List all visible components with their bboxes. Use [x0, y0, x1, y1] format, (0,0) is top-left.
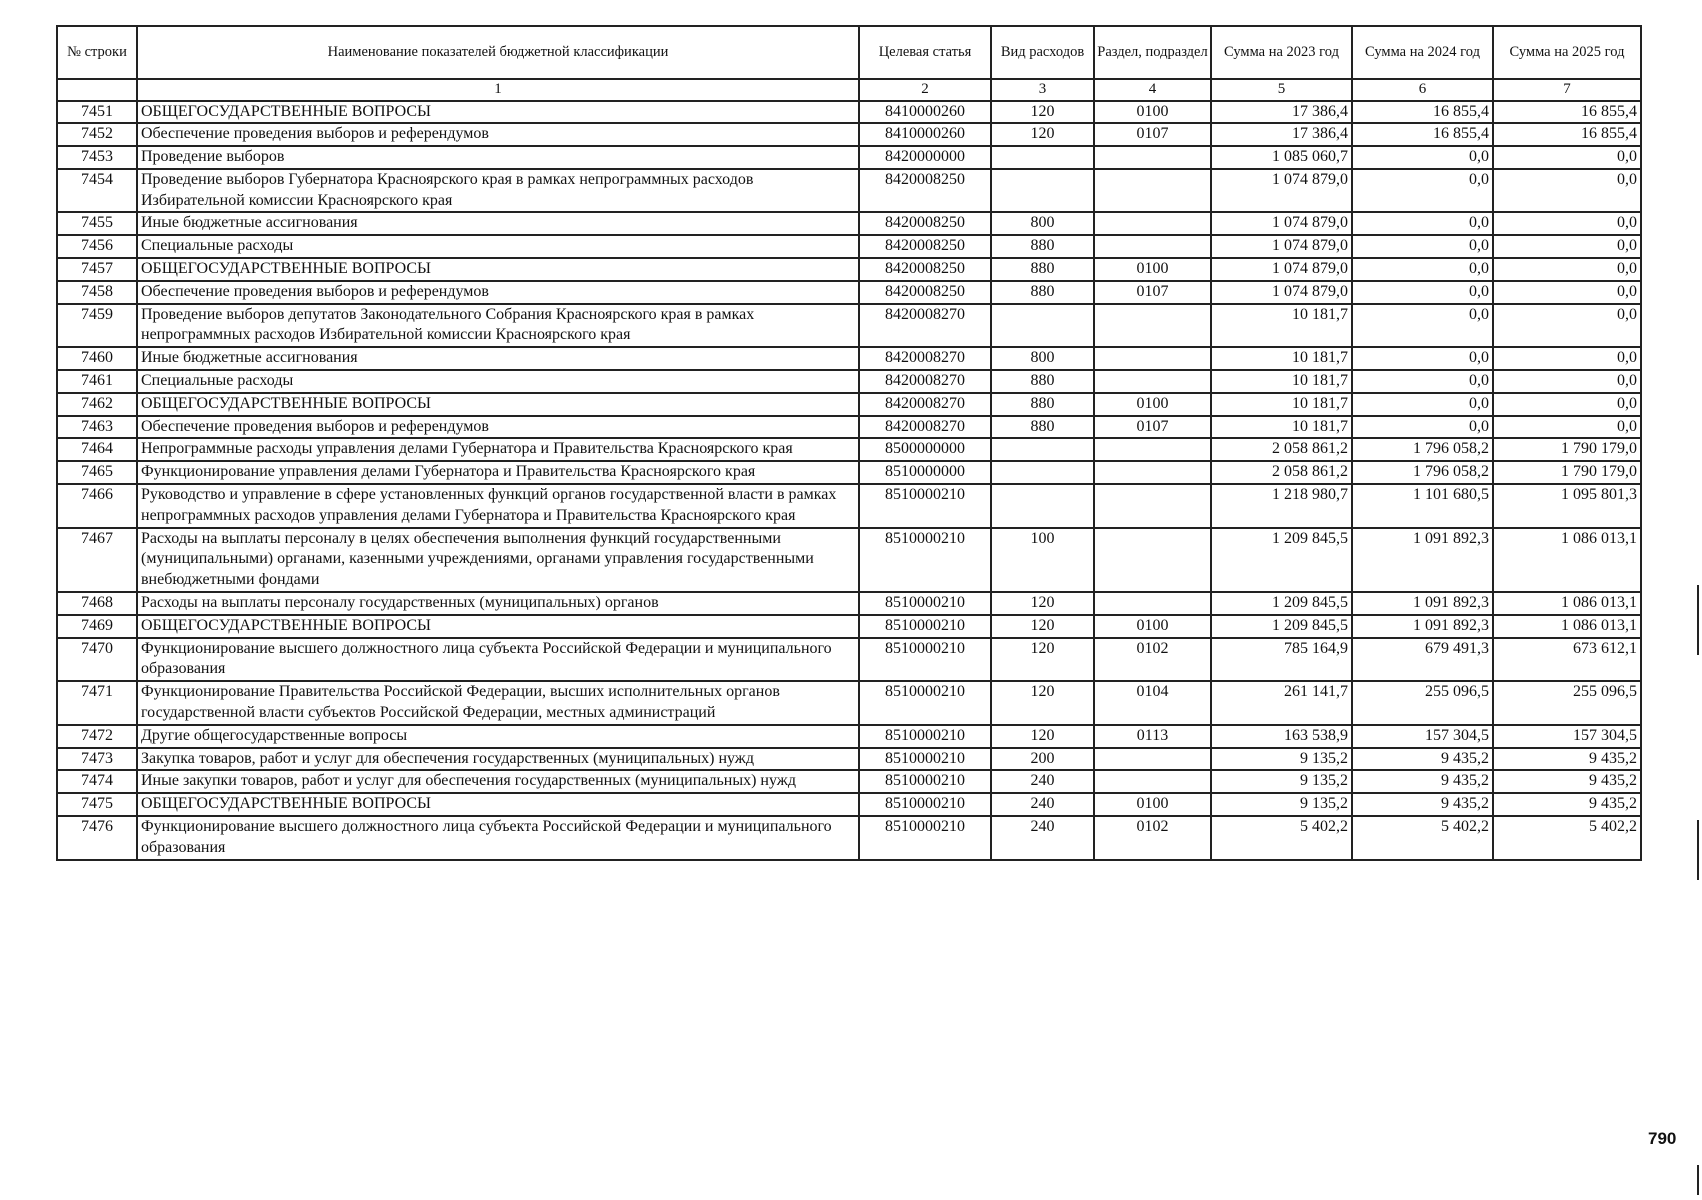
table-row	[57, 615, 1641, 638]
row-number-cell: 7464	[57, 438, 137, 461]
name-cell: ОБЩЕГОСУДАРСТВЕННЫЕ ВОПРОСЫ	[137, 101, 859, 124]
name-cell: Проведение выборов	[137, 146, 859, 169]
expense-type-cell: 120	[991, 725, 1094, 748]
table-row	[57, 212, 1641, 235]
sum-2025-cell: 0,0	[1493, 304, 1641, 348]
sum-2023-cell: 10 181,7	[1211, 416, 1352, 439]
name-cell: Иные бюджетные ассигнования	[137, 212, 859, 235]
table-row	[57, 484, 1641, 528]
expense-type-cell: 240	[991, 770, 1094, 793]
sum-2023-cell: 2 058 861,2	[1211, 438, 1352, 461]
name-cell: Обеспечение проведения выборов и референдумов	[137, 123, 859, 146]
sum-2025-cell: 0,0	[1493, 281, 1641, 304]
expense-type-cell	[991, 304, 1094, 348]
sum-2023-cell: 1 209 845,5	[1211, 592, 1352, 615]
sum-2024-cell: 0,0	[1352, 416, 1493, 439]
scan-edge-mark	[1697, 585, 1699, 655]
section-cell: 0100	[1094, 101, 1211, 124]
expense-type-cell	[991, 146, 1094, 169]
sum-2023-cell: 1 209 845,5	[1211, 615, 1352, 638]
sum-2024-cell: 679 491,3	[1352, 638, 1493, 682]
sum-2025-cell: 0,0	[1493, 169, 1641, 213]
name-cell: Руководство и управление в сфере установленных функций органов государственной власти в рамках непрограммных расходов управления делами Губернатора и Правительства Красноярского края	[137, 484, 859, 528]
expense-type-cell: 120	[991, 101, 1094, 124]
row-number-cell: 7476	[57, 816, 137, 860]
sum-2025-cell: 1 095 801,3	[1493, 484, 1641, 528]
section-cell	[1094, 370, 1211, 393]
name-cell: Иные закупки товаров, работ и услуг для обеспечения государственных (муниципальных) нужд	[137, 770, 859, 793]
column-numbers-row	[57, 79, 1641, 101]
table-row	[57, 748, 1641, 771]
sum-2024-cell: 16 855,4	[1352, 101, 1493, 124]
sum-2025-cell: 673 612,1	[1493, 638, 1641, 682]
sum-2024-cell: 1 091 892,3	[1352, 615, 1493, 638]
sum-2025-cell: 1 790 179,0	[1493, 461, 1641, 484]
target-article-cell: 8510000210	[859, 816, 991, 860]
table-row	[57, 101, 1641, 124]
sum-2025-cell: 9 435,2	[1493, 770, 1641, 793]
row-number-cell: 7451	[57, 101, 137, 124]
row-number-cell: 7470	[57, 638, 137, 682]
expense-type-cell: 120	[991, 615, 1094, 638]
row-number-cell: 7471	[57, 681, 137, 725]
target-article-cell: 8420008270	[859, 304, 991, 348]
sum-2025-cell: 1 086 013,1	[1493, 592, 1641, 615]
sum-2024-cell: 0,0	[1352, 169, 1493, 213]
expense-type-cell	[991, 461, 1094, 484]
table-body	[57, 101, 1641, 860]
expense-type-cell: 880	[991, 393, 1094, 416]
section-cell	[1094, 212, 1211, 235]
scan-edge-mark	[1697, 1165, 1699, 1195]
name-cell: Функционирование Правительства Российской Федерации, высших исполнительных органов государственной власти субъектов Российской Федерации, местных администраций	[137, 681, 859, 725]
sum-2024-cell: 0,0	[1352, 393, 1493, 416]
expense-type-cell: 880	[991, 416, 1094, 439]
name-cell: Другие общегосударственные вопросы	[137, 725, 859, 748]
row-number-cell: 7458	[57, 281, 137, 304]
section-cell: 0100	[1094, 793, 1211, 816]
sum-2023-cell: 10 181,7	[1211, 370, 1352, 393]
header-sum-2023: Сумма на 2023 год	[1211, 26, 1352, 79]
column-number: 6	[1352, 79, 1493, 101]
target-article-cell: 8510000210	[859, 681, 991, 725]
expense-type-cell: 240	[991, 793, 1094, 816]
sum-2023-cell: 1 074 879,0	[1211, 235, 1352, 258]
table-row	[57, 725, 1641, 748]
sum-2025-cell: 0,0	[1493, 146, 1641, 169]
table-row	[57, 393, 1641, 416]
table-row	[57, 592, 1641, 615]
sum-2023-cell: 261 141,7	[1211, 681, 1352, 725]
target-article-cell: 8510000210	[859, 638, 991, 682]
name-cell: Специальные расходы	[137, 235, 859, 258]
sum-2023-cell: 1 074 879,0	[1211, 281, 1352, 304]
name-cell: Закупка товаров, работ и услуг для обеспечения государственных (муниципальных) нужд	[137, 748, 859, 771]
sum-2024-cell: 16 855,4	[1352, 123, 1493, 146]
column-number: 3	[991, 79, 1094, 101]
sum-2023-cell: 1 074 879,0	[1211, 212, 1352, 235]
table-row	[57, 235, 1641, 258]
table-row	[57, 281, 1641, 304]
section-cell	[1094, 484, 1211, 528]
name-cell: Обеспечение проведения выборов и референдумов	[137, 281, 859, 304]
name-cell: Функционирование высшего должностного лица субъекта Российской Федерации и муниципального образования	[137, 816, 859, 860]
table-row	[57, 370, 1641, 393]
target-article-cell: 8420008250	[859, 281, 991, 304]
section-cell	[1094, 169, 1211, 213]
column-number	[57, 79, 137, 101]
target-article-cell: 8420008270	[859, 416, 991, 439]
sum-2025-cell: 255 096,5	[1493, 681, 1641, 725]
sum-2024-cell: 0,0	[1352, 304, 1493, 348]
column-number: 4	[1094, 79, 1211, 101]
table-row	[57, 304, 1641, 348]
row-number-cell: 7461	[57, 370, 137, 393]
sum-2024-cell: 0,0	[1352, 347, 1493, 370]
section-cell: 0107	[1094, 281, 1211, 304]
target-article-cell: 8500000000	[859, 438, 991, 461]
target-article-cell: 8510000210	[859, 592, 991, 615]
expense-type-cell	[991, 169, 1094, 213]
sum-2025-cell: 0,0	[1493, 235, 1641, 258]
header-row-number: № строки	[57, 26, 137, 79]
sum-2025-cell: 16 855,4	[1493, 123, 1641, 146]
table-row	[57, 681, 1641, 725]
sum-2023-cell: 10 181,7	[1211, 347, 1352, 370]
expense-type-cell: 880	[991, 258, 1094, 281]
section-cell	[1094, 461, 1211, 484]
header-sum-2025: Сумма на 2025 год	[1493, 26, 1641, 79]
section-cell	[1094, 528, 1211, 592]
table-row	[57, 169, 1641, 213]
column-number: 7	[1493, 79, 1641, 101]
expense-type-cell: 100	[991, 528, 1094, 592]
name-cell: Функционирование управления делами Губернатора и Правительства Красноярского края	[137, 461, 859, 484]
row-number-cell: 7462	[57, 393, 137, 416]
sum-2024-cell: 5 402,2	[1352, 816, 1493, 860]
table-row	[57, 347, 1641, 370]
target-article-cell: 8420008250	[859, 212, 991, 235]
header-section: Раздел, подраздел	[1094, 26, 1211, 79]
name-cell: Проведение выборов депутатов Законодательного Собрания Красноярского края в рамках непрограммных расходов Избирательной комиссии Красноярского края	[137, 304, 859, 348]
section-cell: 0100	[1094, 615, 1211, 638]
section-cell	[1094, 592, 1211, 615]
target-article-cell: 8410000260	[859, 101, 991, 124]
target-article-cell: 8510000210	[859, 793, 991, 816]
sum-2024-cell: 0,0	[1352, 212, 1493, 235]
target-article-cell: 8510000210	[859, 484, 991, 528]
sum-2025-cell: 0,0	[1493, 258, 1641, 281]
sum-2023-cell: 1 074 879,0	[1211, 258, 1352, 281]
section-cell: 0113	[1094, 725, 1211, 748]
row-number-cell: 7463	[57, 416, 137, 439]
sum-2023-cell: 2 058 861,2	[1211, 461, 1352, 484]
target-article-cell: 8420000000	[859, 146, 991, 169]
target-article-cell: 8510000210	[859, 725, 991, 748]
sum-2024-cell: 9 435,2	[1352, 748, 1493, 771]
row-number-cell: 7473	[57, 748, 137, 771]
section-cell	[1094, 347, 1211, 370]
sum-2024-cell: 1 091 892,3	[1352, 592, 1493, 615]
name-cell: Специальные расходы	[137, 370, 859, 393]
header-name: Наименование показателей бюджетной классификации	[137, 26, 859, 79]
target-article-cell: 8420008250	[859, 258, 991, 281]
sum-2024-cell: 0,0	[1352, 258, 1493, 281]
column-number: 1	[137, 79, 859, 101]
row-number-cell: 7466	[57, 484, 137, 528]
name-cell: Функционирование высшего должностного лица субъекта Российской Федерации и муниципального образования	[137, 638, 859, 682]
header-expense-type: Вид расходов	[991, 26, 1094, 79]
sum-2025-cell: 1 086 013,1	[1493, 615, 1641, 638]
expense-type-cell: 800	[991, 347, 1094, 370]
sum-2025-cell: 16 855,4	[1493, 101, 1641, 124]
row-number-cell: 7454	[57, 169, 137, 213]
sum-2023-cell: 163 538,9	[1211, 725, 1352, 748]
sum-2024-cell: 1 091 892,3	[1352, 528, 1493, 592]
name-cell: ОБЩЕГОСУДАРСТВЕННЫЕ ВОПРОСЫ	[137, 793, 859, 816]
row-number-cell: 7452	[57, 123, 137, 146]
table-row	[57, 528, 1641, 592]
name-cell: Иные бюджетные ассигнования	[137, 347, 859, 370]
section-cell	[1094, 304, 1211, 348]
sum-2025-cell: 0,0	[1493, 347, 1641, 370]
sum-2023-cell: 9 135,2	[1211, 770, 1352, 793]
expense-type-cell	[991, 484, 1094, 528]
target-article-cell: 8420008270	[859, 347, 991, 370]
section-cell	[1094, 770, 1211, 793]
page-number: 790	[1648, 1129, 1677, 1148]
expense-type-cell: 120	[991, 638, 1094, 682]
table-row	[57, 461, 1641, 484]
section-cell: 0107	[1094, 416, 1211, 439]
table-row	[57, 146, 1641, 169]
sum-2025-cell: 157 304,5	[1493, 725, 1641, 748]
section-cell: 0107	[1094, 123, 1211, 146]
sum-2025-cell: 0,0	[1493, 416, 1641, 439]
name-cell: ОБЩЕГОСУДАРСТВЕННЫЕ ВОПРОСЫ	[137, 393, 859, 416]
expense-type-cell: 120	[991, 592, 1094, 615]
sum-2025-cell: 0,0	[1493, 370, 1641, 393]
name-cell: ОБЩЕГОСУДАРСТВЕННЫЕ ВОПРОСЫ	[137, 615, 859, 638]
section-cell	[1094, 748, 1211, 771]
sum-2024-cell: 0,0	[1352, 146, 1493, 169]
target-article-cell: 8420008250	[859, 169, 991, 213]
row-number-cell: 7460	[57, 347, 137, 370]
section-cell: 0100	[1094, 393, 1211, 416]
row-number-cell: 7456	[57, 235, 137, 258]
expense-type-cell: 120	[991, 681, 1094, 725]
column-number: 2	[859, 79, 991, 101]
sum-2025-cell: 1 086 013,1	[1493, 528, 1641, 592]
sum-2025-cell: 0,0	[1493, 393, 1641, 416]
name-cell: Расходы на выплаты персоналу в целях обеспечения выполнения функций государственными (муниципальными) органами, казенными учреждениями, органами управления государственными внебюджетными фондами	[137, 528, 859, 592]
target-article-cell: 8420008250	[859, 235, 991, 258]
target-article-cell: 8420008270	[859, 393, 991, 416]
table-row	[57, 770, 1641, 793]
sum-2023-cell: 10 181,7	[1211, 304, 1352, 348]
sum-2024-cell: 1 796 058,2	[1352, 461, 1493, 484]
column-number: 5	[1211, 79, 1352, 101]
sum-2024-cell: 157 304,5	[1352, 725, 1493, 748]
sum-2025-cell: 0,0	[1493, 212, 1641, 235]
name-cell: ОБЩЕГОСУДАРСТВЕННЫЕ ВОПРОСЫ	[137, 258, 859, 281]
section-cell: 0104	[1094, 681, 1211, 725]
sum-2023-cell: 1 085 060,7	[1211, 146, 1352, 169]
expense-type-cell: 800	[991, 212, 1094, 235]
section-cell	[1094, 438, 1211, 461]
expense-type-cell: 880	[991, 235, 1094, 258]
section-cell	[1094, 146, 1211, 169]
expense-type-cell: 240	[991, 816, 1094, 860]
expense-type-cell: 120	[991, 123, 1094, 146]
table-header	[57, 26, 1641, 101]
target-article-cell: 8420008270	[859, 370, 991, 393]
expense-type-cell: 200	[991, 748, 1094, 771]
sum-2023-cell: 785 164,9	[1211, 638, 1352, 682]
row-number-cell: 7474	[57, 770, 137, 793]
name-cell: Проведение выборов Губернатора Красноярского края в рамках непрограммных расходов Избирательной комиссии Красноярского края	[137, 169, 859, 213]
sum-2024-cell: 0,0	[1352, 370, 1493, 393]
sum-2023-cell: 1 209 845,5	[1211, 528, 1352, 592]
row-number-cell: 7475	[57, 793, 137, 816]
table-row	[57, 416, 1641, 439]
table-row	[57, 816, 1641, 860]
header-target-article: Целевая статья	[859, 26, 991, 79]
sum-2024-cell: 0,0	[1352, 281, 1493, 304]
target-article-cell: 8410000260	[859, 123, 991, 146]
sum-2023-cell: 17 386,4	[1211, 101, 1352, 124]
section-cell: 0102	[1094, 816, 1211, 860]
name-cell: Расходы на выплаты персоналу государственных (муниципальных) органов	[137, 592, 859, 615]
sum-2024-cell: 1 796 058,2	[1352, 438, 1493, 461]
name-cell: Обеспечение проведения выборов и референдумов	[137, 416, 859, 439]
sum-2024-cell: 255 096,5	[1352, 681, 1493, 725]
sum-2023-cell: 5 402,2	[1211, 816, 1352, 860]
row-number-cell: 7457	[57, 258, 137, 281]
target-article-cell: 8510000210	[859, 748, 991, 771]
sum-2023-cell: 9 135,2	[1211, 748, 1352, 771]
row-number-cell: 7472	[57, 725, 137, 748]
target-article-cell: 8510000210	[859, 528, 991, 592]
sum-2025-cell: 1 790 179,0	[1493, 438, 1641, 461]
table-row	[57, 638, 1641, 682]
row-number-cell: 7468	[57, 592, 137, 615]
table-row	[57, 438, 1641, 461]
expense-type-cell	[991, 438, 1094, 461]
sum-2025-cell: 5 402,2	[1493, 816, 1641, 860]
sum-2025-cell: 9 435,2	[1493, 793, 1641, 816]
table-row	[57, 258, 1641, 281]
section-cell: 0102	[1094, 638, 1211, 682]
sum-2024-cell: 9 435,2	[1352, 793, 1493, 816]
row-number-cell: 7465	[57, 461, 137, 484]
row-number-cell: 7469	[57, 615, 137, 638]
expense-type-cell: 880	[991, 281, 1094, 304]
target-article-cell: 8510000000	[859, 461, 991, 484]
sum-2024-cell: 0,0	[1352, 235, 1493, 258]
name-cell: Непрограммные расходы управления делами Губернатора и Правительства Красноярского края	[137, 438, 859, 461]
sum-2024-cell: 9 435,2	[1352, 770, 1493, 793]
sum-2024-cell: 1 101 680,5	[1352, 484, 1493, 528]
sum-2023-cell: 1 218 980,7	[1211, 484, 1352, 528]
target-article-cell: 8510000210	[859, 615, 991, 638]
section-cell: 0100	[1094, 258, 1211, 281]
target-article-cell: 8510000210	[859, 770, 991, 793]
sum-2025-cell: 9 435,2	[1493, 748, 1641, 771]
sum-2023-cell: 1 074 879,0	[1211, 169, 1352, 213]
row-number-cell: 7455	[57, 212, 137, 235]
expense-type-cell: 880	[991, 370, 1094, 393]
row-number-cell: 7453	[57, 146, 137, 169]
row-number-cell: 7459	[57, 304, 137, 348]
sum-2023-cell: 17 386,4	[1211, 123, 1352, 146]
table-row	[57, 123, 1641, 146]
sum-2023-cell: 10 181,7	[1211, 393, 1352, 416]
scan-edge-mark	[1697, 820, 1699, 880]
table-row	[57, 793, 1641, 816]
sum-2023-cell: 9 135,2	[1211, 793, 1352, 816]
section-cell	[1094, 235, 1211, 258]
header-sum-2024: Сумма на 2024 год	[1352, 26, 1493, 79]
row-number-cell: 7467	[57, 528, 137, 592]
budget-table	[56, 25, 1642, 861]
